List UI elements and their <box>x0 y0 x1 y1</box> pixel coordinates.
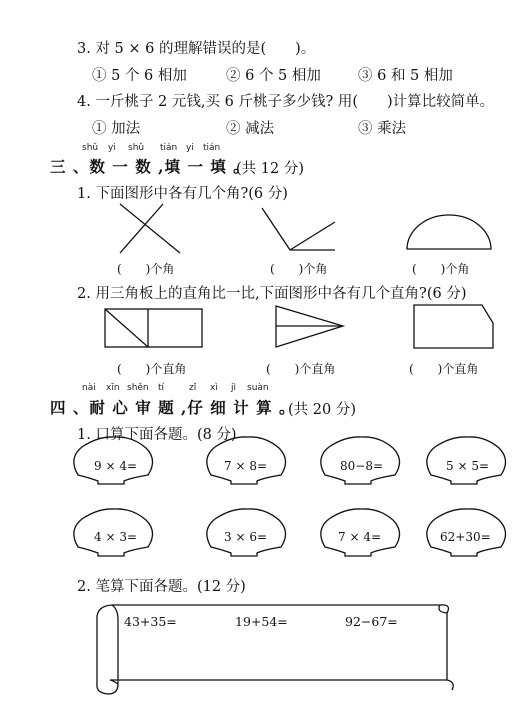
question-3-option-2[interactable]: ② 6 个 5 相加 <box>226 68 321 84</box>
mental-math-2[interactable]: 7 × 8= <box>224 459 268 473</box>
question-4-option-3[interactable]: ③ 乘法 <box>358 121 407 137</box>
sec3-pinyin-2: yi <box>108 143 116 153</box>
right-angle-answer-blank-1[interactable]: ( )个直角 <box>117 362 187 376</box>
mental-math-7[interactable]: 7 × 4= <box>338 530 382 544</box>
mental-math-5[interactable]: 4 × 3= <box>94 530 138 544</box>
section-3-question-2: 2. 用三角板上的直角比一比,下面图形中各有几个直角?(6 分) <box>77 286 467 302</box>
section-3-question-1: 1. 下面图形中各有几个角?(6 分) <box>77 186 288 202</box>
sec4-pinyin-3: shěn <box>127 383 149 393</box>
figure-angle <box>262 208 335 250</box>
mental-math-1[interactable]: 9 × 4= <box>94 459 138 473</box>
written-math-3[interactable]: 92−67= <box>345 614 398 629</box>
sec4-pinyin-5: zǐ <box>189 383 197 393</box>
sec4-pinyin-1: nài <box>82 383 96 393</box>
sec3-pinyin-5: yi <box>186 143 194 153</box>
figure-semicircle <box>407 215 491 249</box>
figure-trapezoid <box>414 305 493 348</box>
angle-answer-blank-1[interactable]: ( )个角 <box>117 262 175 276</box>
sec4-pinyin-8: suàn <box>247 383 269 393</box>
figure-rectangle-triangle <box>105 309 202 347</box>
question-4-stem: 4. 一斤桃子 2 元钱,买 6 斤桃子多少钱? 用( )计算比较简单。 <box>77 94 495 110</box>
question-3-option-3[interactable]: ③ 6 和 5 相加 <box>358 68 453 84</box>
section-3-score: (共 12 分) <box>236 161 304 177</box>
sec3-pinyin-1: shǔ <box>82 143 99 153</box>
section-4-question-1: 1. 口算下面各题。(8 分) <box>77 427 237 443</box>
question-4-option-2[interactable]: ② 减法 <box>226 121 275 137</box>
mental-math-6[interactable]: 3 × 6= <box>224 530 268 544</box>
sec4-pinyin-4: tí <box>158 383 165 393</box>
question-3-option-1[interactable]: ① 5 个 6 相加 <box>92 68 187 84</box>
sec4-pinyin-2: xīn <box>106 383 120 393</box>
angle-answer-blank-3[interactable]: ( )个角 <box>412 262 470 276</box>
written-math-1[interactable]: 43+35= <box>124 614 177 629</box>
right-angle-answer-blank-3[interactable]: ( )个直角 <box>409 362 479 376</box>
sec3-pinyin-3: shǔ <box>128 143 145 153</box>
angle-answer-blank-2[interactable]: ( )个角 <box>270 262 328 276</box>
sec3-pinyin-6: tián <box>203 143 221 153</box>
section-4-question-2: 2. 笔算下面各题。(12 分) <box>77 579 246 595</box>
mental-math-3[interactable]: 80−8= <box>340 459 384 473</box>
written-math-2[interactable]: 19+54= <box>235 614 288 629</box>
section-4-score: (共 20 分) <box>288 402 356 418</box>
question-3-stem: 3. 对 5 × 6 的理解错误的是( )。 <box>77 41 316 57</box>
figure-arrow-triangle <box>276 306 343 347</box>
sec3-pinyin-4: tián <box>160 143 178 153</box>
section-4-title: 四 、耐 心 审 题 ,仔 细 计 算 。 <box>50 398 296 417</box>
sec4-pinyin-6: xì <box>210 383 218 393</box>
right-angle-answer-blank-2[interactable]: ( )个直角 <box>266 362 336 376</box>
sec4-pinyin-7: jì <box>231 383 237 393</box>
section-3-title: 三 、数 一 数 ,填 一 填 。 <box>50 157 250 176</box>
mental-math-4[interactable]: 5 × 5= <box>446 459 490 473</box>
question-4-option-1[interactable]: ① 加法 <box>92 121 141 137</box>
figure-crossing-lines <box>120 204 180 253</box>
mental-math-8[interactable]: 62+30= <box>440 530 491 544</box>
